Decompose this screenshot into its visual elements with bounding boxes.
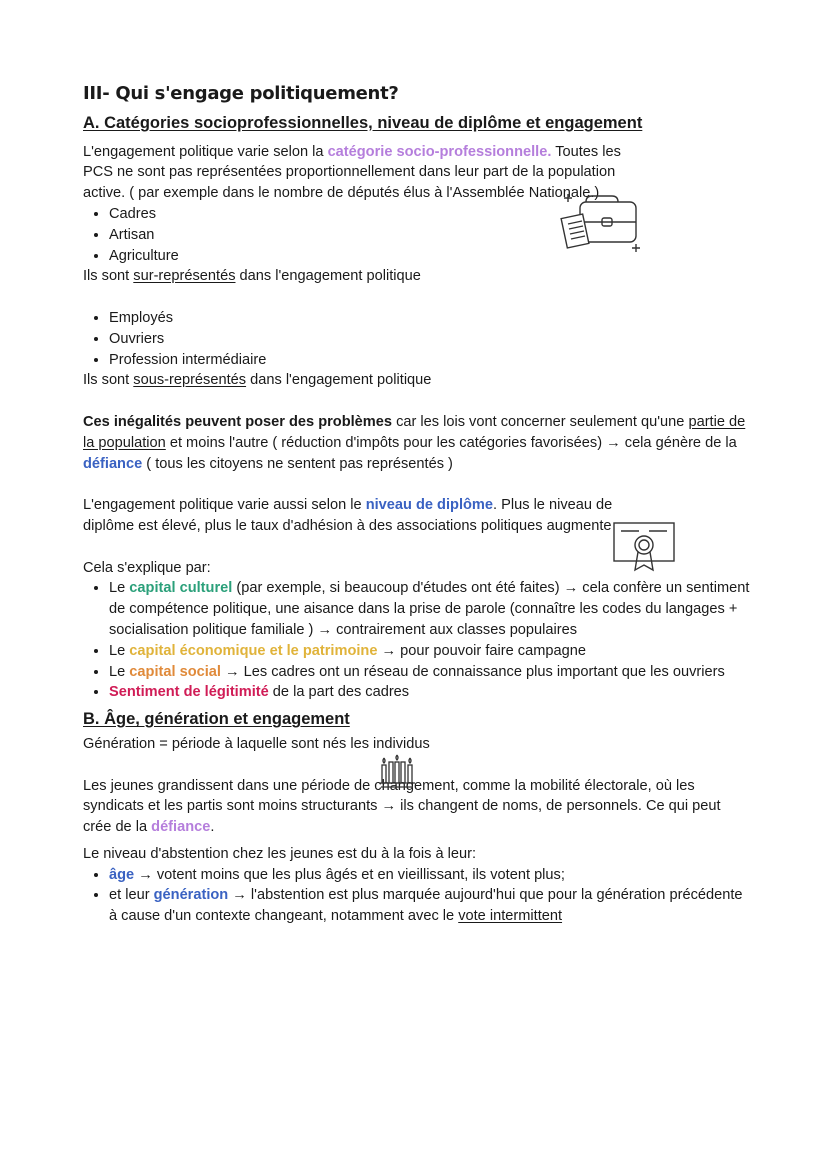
list-item: • Ouvriers [109, 329, 753, 350]
over-represented-list [83, 204, 753, 266]
list-item: • Le capital social → Les cadres ont un réseau de connaissance plus important que les ouvriers [109, 662, 753, 683]
explanation-intro: Cela s'explique par: [83, 559, 211, 576]
youth-paragraph: Les jeunes grandissent dans une période de changement, comme la mobilité électorale, où les syndicats et les partis sont moins structurants → ils changent de noms, de personnels. Ce qui peut crée de la défiance. [83, 777, 721, 836]
briefcase-icon [556, 188, 648, 260]
list-item: • Le capital culturel (par exemple, si beaucoup d'études ont été faites) → cela confère un sentiment de compétence politique, une aisance dans la prise de parole (connaître les codes du langages + socialisation politique familiale ) → contrairement aux classes populaires [109, 578, 753, 640]
candles-icon [375, 752, 419, 792]
section-b-heading: B. Âge, génération et engagement [83, 710, 350, 729]
generation-definition: Génération = période à laquelle sont nés les individus [83, 735, 430, 752]
under-represented-list [83, 308, 753, 370]
explanation-list [83, 578, 753, 703]
pcs-paragraph: L'engagement politique varie selon la catégorie socio-professionnelle. Toutes les PCS ne sont pas représentées proportionnellement dans leur part de la population active. ( par exemple dans le nombre de députés élus à l'Assemblée Nationale.) [83, 143, 621, 202]
list-item: • Le capital économique et le patrimoine → pour pouvoir faire campagne [109, 641, 753, 662]
section-a-heading: A. Catégories socioprofessionnelles, niveau de diplôme et engagement [83, 113, 643, 132]
inequality-paragraph: Ces inégalités peuvent poser des problèmes car les lois vont concerner seulement qu'une partie de la population et moins l'autre ( réduction d'impôts pour les catégories favorisées) → cela génère de la défiance ( tous les citoyens ne sentent pas représentés ) [83, 413, 746, 472]
list-item: • Sentiment de légitimité de la part des cadres [109, 682, 753, 703]
abstention-list [83, 865, 753, 927]
abstention-intro: Le niveau d'abstention chez les jeunes est du à la fois à leur: [83, 845, 477, 862]
list-item: • Artisan [109, 225, 753, 246]
under-represented-text: Ils sont sous-représentés dans l'engagement politique [83, 372, 432, 389]
list-item: • Agriculture [109, 246, 753, 267]
list-item: • Profession intermédiaire [109, 350, 753, 371]
page-title: III- Qui s'engage politiquement? [83, 83, 399, 104]
list-item: • Cadres [109, 204, 753, 225]
list-item: • Employés [109, 308, 753, 329]
list-item: • âge → votent moins que les plus âgés et en vieillissant, ils votent plus; [109, 865, 753, 886]
document-page [83, 84, 753, 927]
diploma-paragraph: L'engagement politique varie aussi selon le niveau de diplôme. Plus le niveau de diplôme est élevé, plus le taux d'adhésion à des associations politiques augmente [83, 497, 613, 534]
diploma-icon [611, 518, 677, 578]
over-represented-text: Ils sont sur-représentés dans l'engagement politique [83, 268, 421, 285]
list-item: • et leur génération → l'abstention est plus marquée aujourd'hui que pour la génération précédente à cause d'un contexte changeant, notamment avec le vote intermittent [109, 885, 753, 927]
